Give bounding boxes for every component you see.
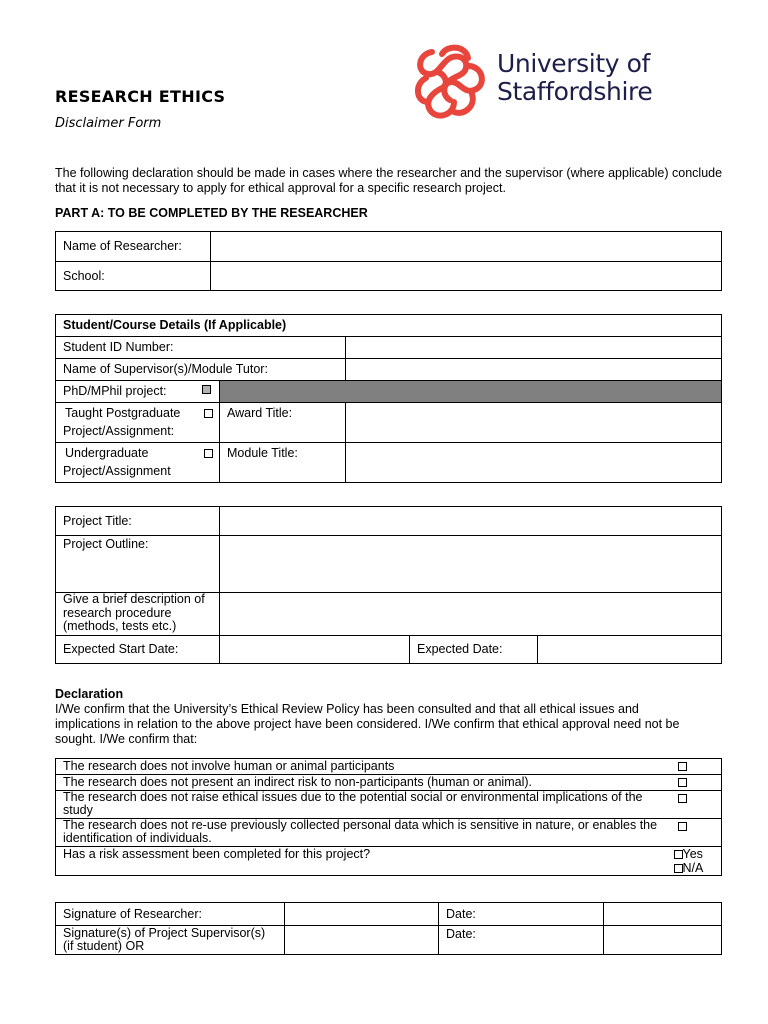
phd-label: PhD/MPhil project: <box>63 384 167 398</box>
supervisor-signature-label: Signature(s) of Project Supervisor(s) (if student) OR <box>56 926 285 955</box>
part-a-heading: PART A: TO BE COMPLETED BY THE RESEARCHER <box>55 206 368 220</box>
ug-label-2: Project/Assignment <box>63 464 171 478</box>
declaration-checkbox-4[interactable] <box>678 822 687 831</box>
declaration-item: The research does not re-use previously collected personal data which is sensitive in nature, or enables the identification of individuals. <box>56 819 674 847</box>
project-outline-field[interactable] <box>220 536 722 593</box>
declaration-check-cell <box>674 791 722 819</box>
procedure-field[interactable] <box>220 593 722 636</box>
researcher-name-label: Name of Researcher: <box>56 232 211 262</box>
taught-label-2: Project/Assignment: <box>63 424 175 438</box>
school-field[interactable] <box>211 262 722 291</box>
declaration-item: The research does not present an indirect risk to non-participants (human or animal). <box>56 775 674 791</box>
student-id-label: Student ID Number: <box>56 337 346 359</box>
declaration-item: The research does not involve human or animal participants <box>56 759 674 775</box>
researcher-date-field[interactable] <box>604 903 722 926</box>
student-heading: Student/Course Details (If Applicable) <box>56 315 722 337</box>
start-date-label: Expected Start Date: <box>56 636 220 664</box>
declaration-checkbox-1[interactable] <box>678 762 687 771</box>
form-subtitle: Disclaimer Form <box>55 116 162 131</box>
module-title-field[interactable] <box>346 443 722 483</box>
declaration-check-cell <box>674 819 722 847</box>
declaration-text: I/We confirm that the University’s Ethical Review Policy has been consulted and that all ethical issues and implications in relation to the above project have been considered. I/We confirm that ethical approval need not be sought. I/We confirm that: <box>55 702 680 746</box>
declaration-item: The research does not raise ethical issues due to the potential social or environmental implications of the study <box>56 791 674 819</box>
declaration-heading: Declaration <box>55 687 124 701</box>
taught-checkbox[interactable] <box>204 409 213 418</box>
declaration-table <box>55 758 722 876</box>
student-id-field[interactable] <box>346 337 722 359</box>
phd-cell <box>56 381 220 403</box>
award-title-label: Award Title: <box>220 403 346 443</box>
supervisor-date-label: Date: <box>439 926 604 955</box>
researcher-signature-label: Signature of Researcher: <box>56 903 285 926</box>
risk-na-checkbox[interactable] <box>674 864 683 873</box>
researcher-date-label: Date: <box>439 903 604 926</box>
project-table <box>55 506 722 664</box>
project-outline-label: Project Outline: <box>56 536 220 593</box>
researcher-table <box>55 231 722 291</box>
supervisor-field[interactable] <box>346 359 722 381</box>
university-logo <box>412 44 682 122</box>
school-label: School: <box>56 262 211 291</box>
risk-question: Has a risk assessment been completed for this project? <box>56 847 674 876</box>
project-title-label: Project Title: <box>56 507 220 536</box>
supervisor-signature-field[interactable] <box>285 926 439 955</box>
award-title-field[interactable] <box>346 403 722 443</box>
researcher-signature-field[interactable] <box>285 903 439 926</box>
risk-yes-label: Yes <box>682 847 703 861</box>
taught-cell <box>56 403 220 443</box>
risk-na-label: N/A <box>682 861 704 875</box>
supervisor-date-field[interactable] <box>604 926 722 955</box>
ug-cell <box>56 443 220 483</box>
researcher-name-field[interactable] <box>211 232 722 262</box>
risk-options-cell <box>674 847 722 876</box>
expected-date-label: Expected Date: <box>410 636 538 664</box>
student-table <box>55 314 722 483</box>
signature-table <box>55 902 722 955</box>
risk-yes-checkbox[interactable] <box>674 850 683 859</box>
intro-paragraph: The following declaration should be made in cases where the researcher and the supervisor (where applicable) conclude that it is not necessary to apply for ethical approval for a specific research project. <box>55 166 723 195</box>
phd-checkbox[interactable] <box>202 385 211 394</box>
declaration-checkbox-2[interactable] <box>678 778 687 787</box>
logo-line-2: Staffordshire <box>497 77 653 106</box>
ug-label-1: Undergraduate <box>65 446 149 460</box>
knot-logo-icon <box>412 44 490 122</box>
declaration-check-cell <box>674 759 722 775</box>
declaration-check-cell <box>674 775 722 791</box>
ug-checkbox[interactable] <box>204 449 213 458</box>
expected-date-field[interactable] <box>538 636 722 664</box>
supervisor-label: Name of Supervisor(s)/Module Tutor: <box>56 359 346 381</box>
phd-shaded-cell <box>220 381 722 403</box>
module-title-label: Module Title: <box>220 443 346 483</box>
taught-label-1: Taught Postgraduate <box>65 406 181 420</box>
start-date-field[interactable] <box>220 636 410 664</box>
form-title: RESEARCH ETHICS <box>55 87 226 106</box>
procedure-label: Give a brief description of research procedure (methods, tests etc.) <box>56 593 220 636</box>
logo-line-1: University of <box>497 49 650 78</box>
declaration-checkbox-3[interactable] <box>678 794 687 803</box>
project-title-field[interactable] <box>220 507 722 536</box>
